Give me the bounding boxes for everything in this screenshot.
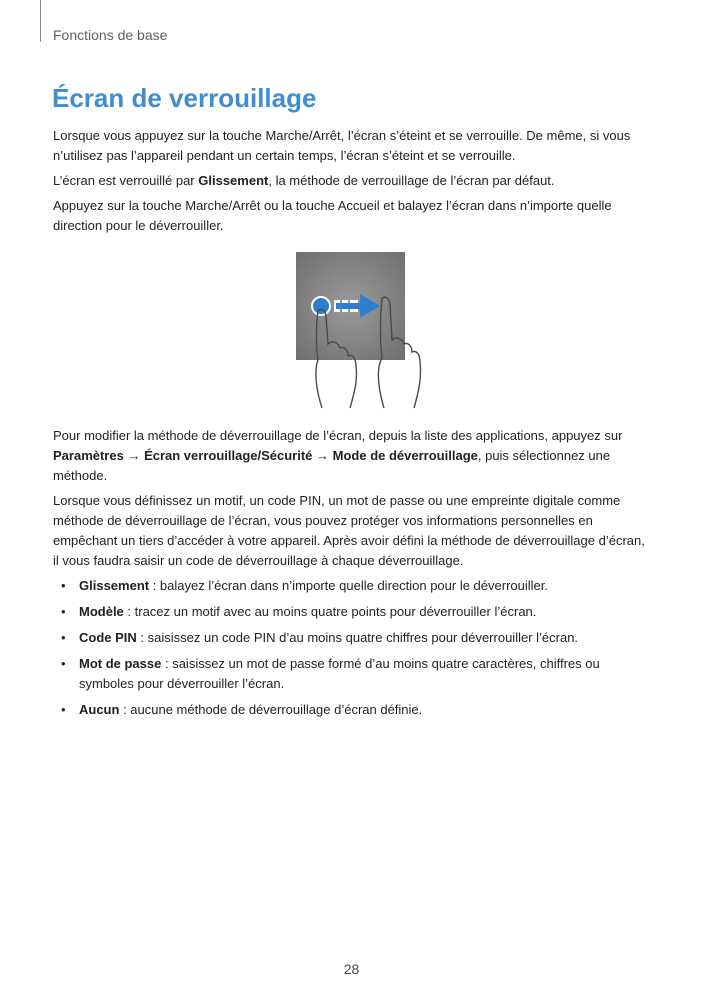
unlock-instruction-paragraph: Appuyez sur la touche Marche/Arrêt ou la touche Accueil et balayez l’écran dans n’importe quelle direction pour le déverrouiller. [53, 198, 612, 233]
intro-paragraph: Lorsque vous appuyez sur la touche Marche/Arrêt, l’écran s’éteint et se verrouille. De même, si vous n’utilisez pas l’appareil pendant un certain temps, l’écran s’éteint et se verrouille. [53, 128, 631, 163]
header-rule [40, 0, 41, 42]
unlock-methods-list [53, 576, 647, 726]
security-paragraph: Lorsque vous définissez un motif, un code PIN, un mot de passe ou une empreinte digitale comme méthode de déverrouillage de l’écran, vous pouvez protéger vos informations personnelles en empêchant un tiers d’accéder à votre appareil. Après avoir défini la méthode de déverrouillage d’écran, il vous faudra saisir un code de déverrouillage à chaque déverrouillage. [53, 493, 645, 568]
touch-point-icon [312, 297, 330, 315]
page-number: 28 [343, 961, 360, 977]
default-method-term: Glissement [198, 173, 269, 188]
modify-method-paragraph: Pour modifier la méthode de déverrouillage de l’écran, depuis la liste des applications, appuyez sur Paramètres → Écran verrouillage/Sécurité → Mode de déverrouillage, puis sélectionnez une méthode. [53, 428, 623, 483]
list-item: • Code PIN : saisissez un code PIN d’au moins quatre chiffres pour déverrouiller l’écran. [61, 630, 579, 645]
section-header: Fonctions de base [53, 27, 168, 43]
path-parametres: Paramètres [53, 448, 124, 463]
list-item: • Modèle : tracez un motif avec au moins quatre points pour déverrouiller l’écran. [61, 604, 537, 619]
path-mode-deverrouillage: Mode de déverrouillage [332, 448, 478, 463]
swipe-unlock-gesture-icon [296, 252, 442, 410]
swipe-unlock-illustration [296, 252, 442, 410]
page-title: Écran de verrouillage [52, 83, 317, 113]
list-item: • Aucun : aucune méthode de déverrouillage d’écran définie. [61, 702, 423, 717]
list-item: • Mot de passe : saisissez un mot de passe formé d’au moins quatre caractères, chiffres ou symboles pour déverrouiller l’écran. [61, 656, 600, 691]
path-ecran-verrouillage: Écran verrouillage/Sécurité [144, 448, 313, 463]
list-item: • Glissement : balayez l’écran dans n’importe quelle direction pour le déverrouiller. [61, 578, 548, 593]
default-method-paragraph: L’écran est verrouillé par Glissement, la méthode de verrouillage de l’écran par défaut. [53, 173, 555, 188]
